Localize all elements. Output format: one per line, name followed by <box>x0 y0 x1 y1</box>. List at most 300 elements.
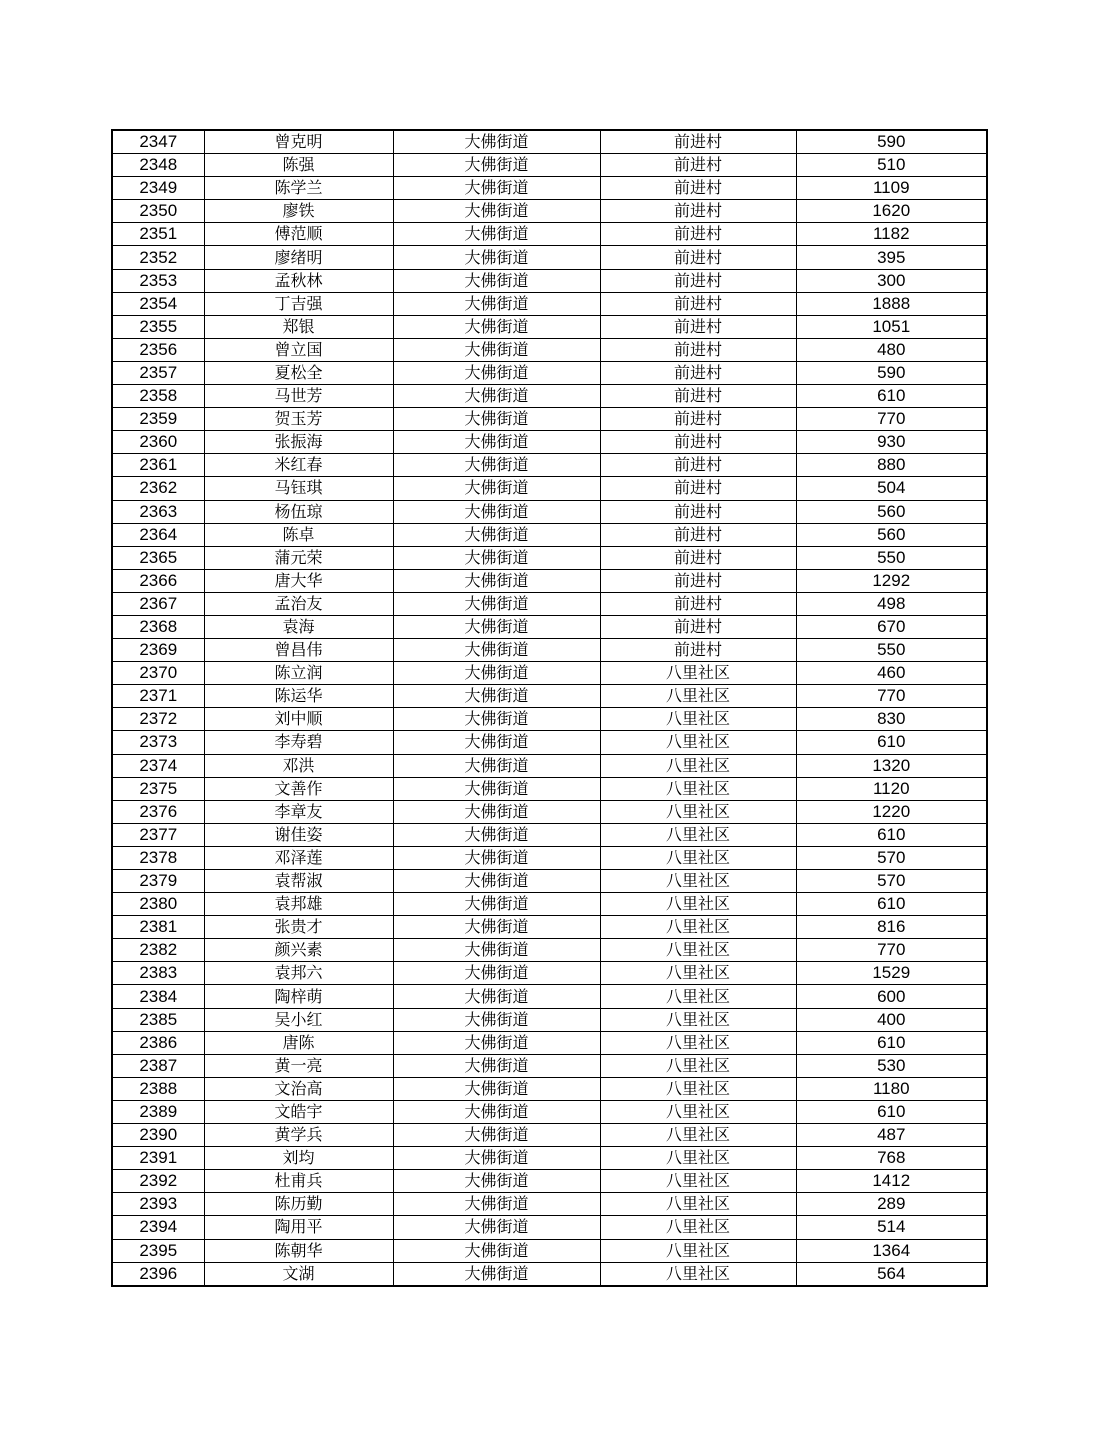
person-name-cell: 文湖 <box>204 1262 393 1286</box>
amount-value-cell: 395 <box>796 246 987 269</box>
row-number-cell: 2372 <box>112 708 204 731</box>
amount-value-cell: 1888 <box>796 292 987 315</box>
village-name-cell: 八里社区 <box>600 1262 796 1286</box>
amount-value-cell: 530 <box>796 1054 987 1077</box>
person-name-cell: 贺玉芳 <box>204 408 393 431</box>
person-name-cell: 黄学兵 <box>204 1124 393 1147</box>
village-name-cell: 八里社区 <box>600 1077 796 1100</box>
street-name-cell: 大佛街道 <box>393 662 600 685</box>
row-number-cell: 2350 <box>112 200 204 223</box>
row-number-cell: 2370 <box>112 662 204 685</box>
table-row <box>112 292 987 315</box>
row-number-cell: 2353 <box>112 269 204 292</box>
village-name-cell: 八里社区 <box>600 893 796 916</box>
table-row <box>112 846 987 869</box>
amount-value-cell: 1180 <box>796 1077 987 1100</box>
row-number-cell: 2377 <box>112 823 204 846</box>
person-name-cell: 陈学兰 <box>204 177 393 200</box>
row-number-cell: 2380 <box>112 893 204 916</box>
street-name-cell: 大佛街道 <box>393 1008 600 1031</box>
person-name-cell: 廖铁 <box>204 200 393 223</box>
person-name-cell: 马钰琪 <box>204 477 393 500</box>
village-name-cell: 八里社区 <box>600 708 796 731</box>
table-row <box>112 1239 987 1262</box>
street-name-cell: 大佛街道 <box>393 846 600 869</box>
row-number-cell: 2359 <box>112 408 204 431</box>
row-number-cell: 2391 <box>112 1147 204 1170</box>
row-number-cell: 2386 <box>112 1031 204 1054</box>
amount-value-cell: 1320 <box>796 754 987 777</box>
person-name-cell: 李章友 <box>204 800 393 823</box>
amount-value-cell: 880 <box>796 454 987 477</box>
street-name-cell: 大佛街道 <box>393 731 600 754</box>
village-name-cell: 前进村 <box>600 200 796 223</box>
village-name-cell: 八里社区 <box>600 846 796 869</box>
village-name-cell: 前进村 <box>600 338 796 361</box>
street-name-cell: 大佛街道 <box>393 246 600 269</box>
street-name-cell: 大佛街道 <box>393 916 600 939</box>
person-name-cell: 蒲元荣 <box>204 546 393 569</box>
village-name-cell: 前进村 <box>600 177 796 200</box>
person-name-cell: 文治高 <box>204 1077 393 1100</box>
table-row <box>112 546 987 569</box>
row-number-cell: 2362 <box>112 477 204 500</box>
row-number-cell: 2390 <box>112 1124 204 1147</box>
table-row <box>112 1077 987 1100</box>
table-row <box>112 1147 987 1170</box>
village-name-cell: 八里社区 <box>600 1054 796 1077</box>
village-name-cell: 前进村 <box>600 385 796 408</box>
person-name-cell: 邓泽莲 <box>204 846 393 869</box>
amount-value-cell: 560 <box>796 523 987 546</box>
table-row <box>112 870 987 893</box>
table-row <box>112 361 987 384</box>
amount-value-cell: 600 <box>796 985 987 1008</box>
row-number-cell: 2375 <box>112 777 204 800</box>
table-row <box>112 893 987 916</box>
table-row <box>112 708 987 731</box>
village-name-cell: 前进村 <box>600 569 796 592</box>
village-name-cell: 前进村 <box>600 246 796 269</box>
table-row <box>112 246 987 269</box>
street-name-cell: 大佛街道 <box>393 800 600 823</box>
village-name-cell: 前进村 <box>600 592 796 615</box>
amount-value-cell: 590 <box>796 130 987 154</box>
person-name-cell: 张贵才 <box>204 916 393 939</box>
village-name-cell: 前进村 <box>600 361 796 384</box>
street-name-cell: 大佛街道 <box>393 823 600 846</box>
street-name-cell: 大佛街道 <box>393 939 600 962</box>
row-number-cell: 2356 <box>112 338 204 361</box>
table-row <box>112 731 987 754</box>
person-name-cell: 文皓宇 <box>204 1100 393 1123</box>
person-name-cell: 陈强 <box>204 154 393 177</box>
table-row <box>112 592 987 615</box>
village-name-cell: 八里社区 <box>600 1170 796 1193</box>
village-name-cell: 八里社区 <box>600 754 796 777</box>
village-name-cell: 八里社区 <box>600 731 796 754</box>
table-row <box>112 223 987 246</box>
row-number-cell: 2381 <box>112 916 204 939</box>
table-row <box>112 454 987 477</box>
street-name-cell: 大佛街道 <box>393 1031 600 1054</box>
table-row <box>112 615 987 638</box>
table-row <box>112 269 987 292</box>
village-name-cell: 八里社区 <box>600 1193 796 1216</box>
person-name-cell: 陈运华 <box>204 685 393 708</box>
person-name-cell: 吴小红 <box>204 1008 393 1031</box>
village-name-cell: 前进村 <box>600 431 796 454</box>
street-name-cell: 大佛街道 <box>393 870 600 893</box>
village-name-cell: 前进村 <box>600 546 796 569</box>
table-row <box>112 431 987 454</box>
person-name-cell: 袁邦六 <box>204 962 393 985</box>
street-name-cell: 大佛街道 <box>393 1124 600 1147</box>
street-name-cell: 大佛街道 <box>393 200 600 223</box>
street-name-cell: 大佛街道 <box>393 477 600 500</box>
village-name-cell: 前进村 <box>600 223 796 246</box>
row-number-cell: 2387 <box>112 1054 204 1077</box>
row-number-cell: 2355 <box>112 315 204 338</box>
person-name-cell: 陶用平 <box>204 1216 393 1239</box>
person-name-cell: 曾昌伟 <box>204 639 393 662</box>
village-name-cell: 八里社区 <box>600 800 796 823</box>
village-name-cell: 前进村 <box>600 315 796 338</box>
row-number-cell: 2376 <box>112 800 204 823</box>
village-name-cell: 八里社区 <box>600 662 796 685</box>
row-number-cell: 2374 <box>112 754 204 777</box>
village-name-cell: 八里社区 <box>600 1008 796 1031</box>
row-number-cell: 2357 <box>112 361 204 384</box>
amount-value-cell: 550 <box>796 639 987 662</box>
row-number-cell: 2368 <box>112 615 204 638</box>
amount-value-cell: 610 <box>796 385 987 408</box>
table-row <box>112 1193 987 1216</box>
table-row <box>112 315 987 338</box>
table-row <box>112 523 987 546</box>
amount-value-cell: 610 <box>796 823 987 846</box>
street-name-cell: 大佛街道 <box>393 177 600 200</box>
amount-value-cell: 1412 <box>796 1170 987 1193</box>
person-name-cell: 廖绪明 <box>204 246 393 269</box>
person-name-cell: 李寿碧 <box>204 731 393 754</box>
amount-value-cell: 1529 <box>796 962 987 985</box>
amount-value-cell: 1109 <box>796 177 987 200</box>
village-name-cell: 八里社区 <box>600 962 796 985</box>
street-name-cell: 大佛街道 <box>393 408 600 431</box>
person-name-cell: 郑银 <box>204 315 393 338</box>
street-name-cell: 大佛街道 <box>393 1193 600 1216</box>
row-number-cell: 2352 <box>112 246 204 269</box>
amount-value-cell: 300 <box>796 269 987 292</box>
table-row <box>112 685 987 708</box>
village-name-cell: 前进村 <box>600 292 796 315</box>
amount-value-cell: 510 <box>796 154 987 177</box>
row-number-cell: 2349 <box>112 177 204 200</box>
village-name-cell: 八里社区 <box>600 1147 796 1170</box>
table-row <box>112 1031 987 1054</box>
person-name-cell: 刘中顺 <box>204 708 393 731</box>
row-number-cell: 2351 <box>112 223 204 246</box>
village-name-cell: 前进村 <box>600 454 796 477</box>
village-name-cell: 八里社区 <box>600 685 796 708</box>
village-name-cell: 八里社区 <box>600 1216 796 1239</box>
row-number-cell: 2361 <box>112 454 204 477</box>
street-name-cell: 大佛街道 <box>393 546 600 569</box>
person-name-cell: 孟秋林 <box>204 269 393 292</box>
person-name-cell: 曾克明 <box>204 130 393 154</box>
person-name-cell: 袁邦雄 <box>204 893 393 916</box>
street-name-cell: 大佛街道 <box>393 500 600 523</box>
person-name-cell: 米红春 <box>204 454 393 477</box>
person-name-cell: 谢佳姿 <box>204 823 393 846</box>
street-name-cell: 大佛街道 <box>393 569 600 592</box>
row-number-cell: 2358 <box>112 385 204 408</box>
street-name-cell: 大佛街道 <box>393 1100 600 1123</box>
street-name-cell: 大佛街道 <box>393 615 600 638</box>
amount-value-cell: 590 <box>796 361 987 384</box>
village-name-cell: 前进村 <box>600 639 796 662</box>
person-name-cell: 曾立国 <box>204 338 393 361</box>
table-row <box>112 1170 987 1193</box>
row-number-cell: 2384 <box>112 985 204 1008</box>
amount-value-cell: 560 <box>796 500 987 523</box>
person-name-cell: 陈立润 <box>204 662 393 685</box>
amount-value-cell: 610 <box>796 731 987 754</box>
person-name-cell: 陶梓萌 <box>204 985 393 1008</box>
row-number-cell: 2395 <box>112 1239 204 1262</box>
amount-value-cell: 1220 <box>796 800 987 823</box>
person-name-cell: 颜兴素 <box>204 939 393 962</box>
table-row <box>112 154 987 177</box>
street-name-cell: 大佛街道 <box>393 754 600 777</box>
person-name-cell: 袁帮淑 <box>204 870 393 893</box>
amount-value-cell: 1364 <box>796 1239 987 1262</box>
amount-value-cell: 1051 <box>796 315 987 338</box>
person-name-cell: 文善作 <box>204 777 393 800</box>
row-number-cell: 2383 <box>112 962 204 985</box>
row-number-cell: 2360 <box>112 431 204 454</box>
village-name-cell: 前进村 <box>600 477 796 500</box>
village-name-cell: 八里社区 <box>600 1100 796 1123</box>
amount-value-cell: 816 <box>796 916 987 939</box>
table-row <box>112 777 987 800</box>
village-name-cell: 八里社区 <box>600 823 796 846</box>
street-name-cell: 大佛街道 <box>393 708 600 731</box>
person-name-cell: 刘均 <box>204 1147 393 1170</box>
row-number-cell: 2385 <box>112 1008 204 1031</box>
table-row <box>112 1054 987 1077</box>
amount-value-cell: 480 <box>796 338 987 361</box>
street-name-cell: 大佛街道 <box>393 269 600 292</box>
person-name-cell: 杨伍琼 <box>204 500 393 523</box>
amount-value-cell: 610 <box>796 893 987 916</box>
street-name-cell: 大佛街道 <box>393 431 600 454</box>
person-name-cell: 傅范顺 <box>204 223 393 246</box>
person-name-cell: 陈朝华 <box>204 1239 393 1262</box>
row-number-cell: 2369 <box>112 639 204 662</box>
amount-value-cell: 564 <box>796 1262 987 1286</box>
table-row <box>112 1262 987 1286</box>
table-row <box>112 385 987 408</box>
village-name-cell: 前进村 <box>600 523 796 546</box>
street-name-cell: 大佛街道 <box>393 1054 600 1077</box>
street-name-cell: 大佛街道 <box>393 130 600 154</box>
village-name-cell: 八里社区 <box>600 777 796 800</box>
street-name-cell: 大佛街道 <box>393 154 600 177</box>
row-number-cell: 2396 <box>112 1262 204 1286</box>
table-row <box>112 823 987 846</box>
amount-value-cell: 550 <box>796 546 987 569</box>
table-row <box>112 1124 987 1147</box>
amount-value-cell: 670 <box>796 615 987 638</box>
row-number-cell: 2354 <box>112 292 204 315</box>
row-number-cell: 2373 <box>112 731 204 754</box>
street-name-cell: 大佛街道 <box>393 685 600 708</box>
table-row <box>112 569 987 592</box>
street-name-cell: 大佛街道 <box>393 985 600 1008</box>
row-number-cell: 2389 <box>112 1100 204 1123</box>
row-number-cell: 2392 <box>112 1170 204 1193</box>
row-number-cell: 2388 <box>112 1077 204 1100</box>
village-name-cell: 八里社区 <box>600 1124 796 1147</box>
amount-value-cell: 610 <box>796 1100 987 1123</box>
row-number-cell: 2363 <box>112 500 204 523</box>
amount-value-cell: 498 <box>796 592 987 615</box>
person-name-cell: 唐陈 <box>204 1031 393 1054</box>
amount-value-cell: 400 <box>796 1008 987 1031</box>
amount-value-cell: 570 <box>796 870 987 893</box>
data-table <box>111 129 988 1287</box>
person-name-cell: 夏松全 <box>204 361 393 384</box>
amount-value-cell: 570 <box>796 846 987 869</box>
person-name-cell: 丁吉强 <box>204 292 393 315</box>
table-row <box>112 338 987 361</box>
row-number-cell: 2347 <box>112 130 204 154</box>
row-number-cell: 2382 <box>112 939 204 962</box>
street-name-cell: 大佛街道 <box>393 1077 600 1100</box>
table-row <box>112 939 987 962</box>
street-name-cell: 大佛街道 <box>393 1239 600 1262</box>
table-row <box>112 985 987 1008</box>
village-name-cell: 八里社区 <box>600 1239 796 1262</box>
street-name-cell: 大佛街道 <box>393 523 600 546</box>
village-name-cell: 八里社区 <box>600 939 796 962</box>
amount-value-cell: 770 <box>796 408 987 431</box>
table-row <box>112 200 987 223</box>
street-name-cell: 大佛街道 <box>393 361 600 384</box>
table-row <box>112 477 987 500</box>
amount-value-cell: 1620 <box>796 200 987 223</box>
street-name-cell: 大佛街道 <box>393 385 600 408</box>
street-name-cell: 大佛街道 <box>393 592 600 615</box>
street-name-cell: 大佛街道 <box>393 639 600 662</box>
table-row <box>112 177 987 200</box>
street-name-cell: 大佛街道 <box>393 893 600 916</box>
table-row <box>112 639 987 662</box>
table-row <box>112 1008 987 1031</box>
village-name-cell: 前进村 <box>600 154 796 177</box>
row-number-cell: 2378 <box>112 846 204 869</box>
table-row <box>112 962 987 985</box>
row-number-cell: 2348 <box>112 154 204 177</box>
person-name-cell: 孟治友 <box>204 592 393 615</box>
row-number-cell: 2365 <box>112 546 204 569</box>
street-name-cell: 大佛街道 <box>393 1216 600 1239</box>
row-number-cell: 2366 <box>112 569 204 592</box>
row-number-cell: 2367 <box>112 592 204 615</box>
table-row <box>112 916 987 939</box>
street-name-cell: 大佛街道 <box>393 454 600 477</box>
village-name-cell: 八里社区 <box>600 985 796 1008</box>
row-number-cell: 2364 <box>112 523 204 546</box>
village-name-cell: 前进村 <box>600 130 796 154</box>
amount-value-cell: 504 <box>796 477 987 500</box>
amount-value-cell: 1182 <box>796 223 987 246</box>
street-name-cell: 大佛街道 <box>393 292 600 315</box>
amount-value-cell: 1120 <box>796 777 987 800</box>
amount-value-cell: 487 <box>796 1124 987 1147</box>
amount-value-cell: 768 <box>796 1147 987 1170</box>
person-name-cell: 马世芳 <box>204 385 393 408</box>
amount-value-cell: 770 <box>796 939 987 962</box>
table-body <box>112 130 987 1286</box>
village-name-cell: 前进村 <box>600 408 796 431</box>
person-name-cell: 陈历勤 <box>204 1193 393 1216</box>
table-row <box>112 408 987 431</box>
row-number-cell: 2393 <box>112 1193 204 1216</box>
table-row <box>112 1216 987 1239</box>
person-name-cell: 邓洪 <box>204 754 393 777</box>
village-name-cell: 八里社区 <box>600 1031 796 1054</box>
table-row <box>112 130 987 154</box>
row-number-cell: 2371 <box>112 685 204 708</box>
person-name-cell: 袁海 <box>204 615 393 638</box>
amount-value-cell: 460 <box>796 662 987 685</box>
village-name-cell: 八里社区 <box>600 870 796 893</box>
row-number-cell: 2379 <box>112 870 204 893</box>
amount-value-cell: 1292 <box>796 569 987 592</box>
amount-value-cell: 770 <box>796 685 987 708</box>
village-name-cell: 前进村 <box>600 500 796 523</box>
amount-value-cell: 610 <box>796 1031 987 1054</box>
village-name-cell: 八里社区 <box>600 916 796 939</box>
street-name-cell: 大佛街道 <box>393 777 600 800</box>
person-name-cell: 唐大华 <box>204 569 393 592</box>
person-name-cell: 张振海 <box>204 431 393 454</box>
amount-value-cell: 289 <box>796 1193 987 1216</box>
person-name-cell: 陈卓 <box>204 523 393 546</box>
street-name-cell: 大佛街道 <box>393 1262 600 1286</box>
table-row <box>112 1100 987 1123</box>
table-row <box>112 662 987 685</box>
amount-value-cell: 514 <box>796 1216 987 1239</box>
table-row <box>112 754 987 777</box>
street-name-cell: 大佛街道 <box>393 315 600 338</box>
person-name-cell: 黄一亮 <box>204 1054 393 1077</box>
street-name-cell: 大佛街道 <box>393 962 600 985</box>
street-name-cell: 大佛街道 <box>393 1170 600 1193</box>
amount-value-cell: 830 <box>796 708 987 731</box>
table-row <box>112 500 987 523</box>
street-name-cell: 大佛街道 <box>393 223 600 246</box>
street-name-cell: 大佛街道 <box>393 1147 600 1170</box>
village-name-cell: 前进村 <box>600 615 796 638</box>
village-name-cell: 前进村 <box>600 269 796 292</box>
person-name-cell: 杜甫兵 <box>204 1170 393 1193</box>
table-row <box>112 800 987 823</box>
street-name-cell: 大佛街道 <box>393 338 600 361</box>
